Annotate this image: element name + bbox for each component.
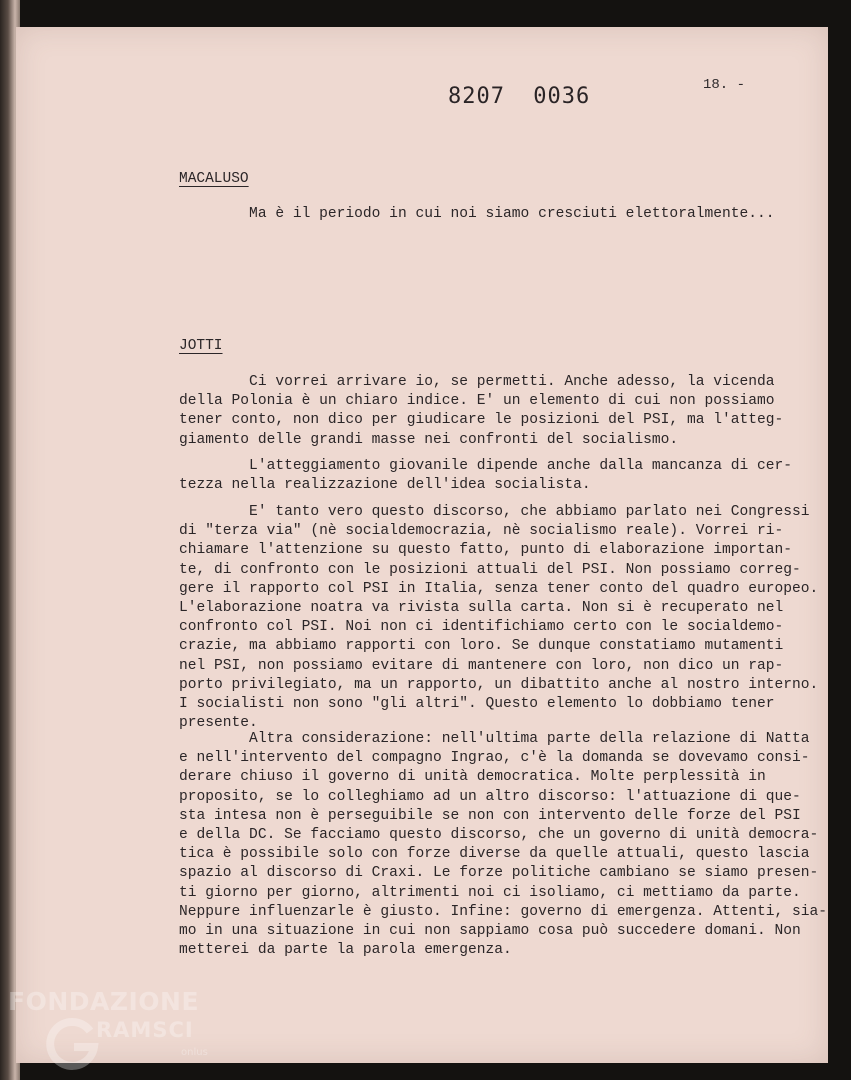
jotti-paragraph-4: Altra considerazione: nell'ultima parte della relazione di e nell'intervento del compagno Ingrao, c'è la domanda se dovevamo derare chiuso il governo di unità democratica. Molte perplessità in proposito, se lo colleghiamo ad un altro discorso: l'attuazione di sta intesa non è perseguibile se non con intervento delle forze del e della DC. Se facciamo questo discorso, che un governo di unità tica è possibile solo con forze diverse da quelle attuali, questo spazio al discorso di Craxi. Le forze politiche cambiano se siamo ti giorno per giorno, altrimenti noi ci isoliamo, ci mettiamo da Neppure influenzarle è giusto. Infine: governo di emergenza. Attenti, mo in una situazione in cui non sappiamo cosa può succedere domani. metterei da parte la parola emergenza. — [179, 731, 784, 959]
fondazione-gramsci-watermark — [8, 987, 238, 1077]
watermark-line-1: FONDAZIONE — [8, 987, 200, 1016]
watermark-line-3: onlus — [181, 1047, 208, 1058]
macaluso-paragraph: Ma è il periodo in cui noi siamo cresciuti elettoralmente... — [179, 206, 775, 222]
gramsci-g-logo-icon — [44, 1015, 100, 1071]
jotti-paragraph-1: Ci vorrei arrivare io, se permetti. Anche adesso, la vicenda della Polonia è un chiaro indice. E' un elemento di cui non possiamo tener conto, non dico per giudicare le posizioni del PSI, ma l'atteg- giamento delle grandi masse nei confronti del socialismo. — [179, 374, 784, 448]
page-number: 18. - — [703, 77, 746, 93]
jotti-paragraph-3: E' tanto vero questo discorso, che abbiamo parlato nei di "terza via" (nè socialdemocrazia, nè socialismo reale). Vorrei chiamare l'attenzione su questo fatto, punto di elaborazione importan- te, di confronto con le posizioni attuali del PSI. Non possiamo gere il rapporto col PSI in Italia, senza tener conto del quadro L'elaborazione noatra va rivista sulla carta. Non si è recuperato confronto col PSI. Noi non ci identifichiamo certo con le socialdemo- crazie, ma abbiamo rapporti con loro. Se dunque constatiamo mutamenti nel PSI, non possiamo evitare di mantenere con loro, non dico un rap- porto privilegiato, ma un rapporto, un dibattito anche al nostro I socialisti non sono "gli altri". Questo elemento lo dobbiamo tener presente. — [179, 504, 793, 732]
speaker-heading-macaluso: MACALUSO — [179, 171, 249, 187]
jotti-paragraph-2: L'atteggiamento giovanile dipende anche dalla mancanza di tezza nella realizzazione dell'idea socialista. — [179, 458, 749, 494]
archive-document-number: 8207 0036 — [448, 84, 591, 109]
speaker-heading-jotti: JOTTI — [179, 338, 223, 354]
watermark-line-2: RAMSCI — [96, 1018, 194, 1042]
